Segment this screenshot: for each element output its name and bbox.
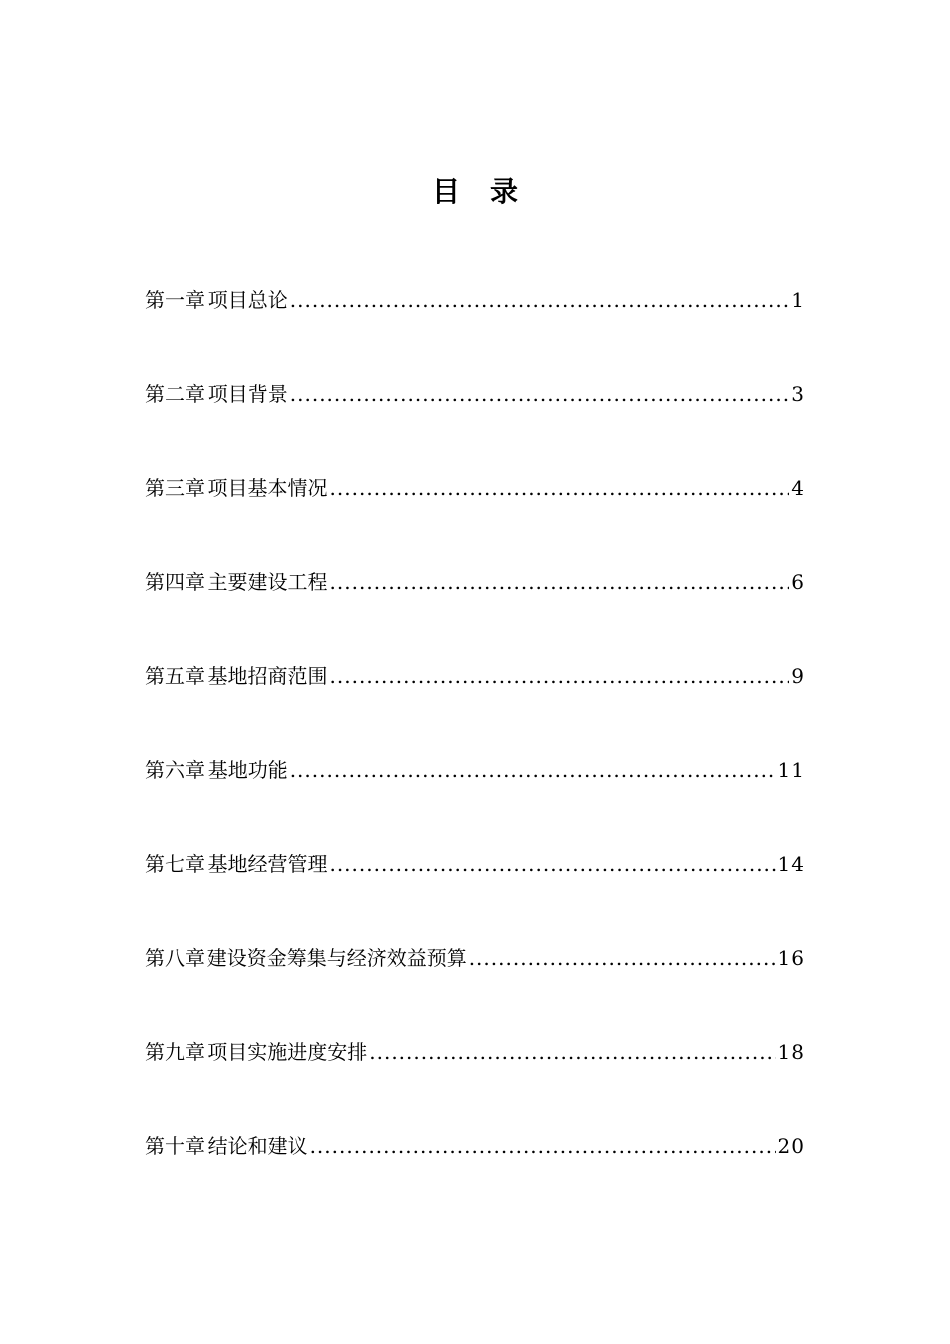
toc-heading: 项目基本情况 bbox=[207, 476, 328, 500]
title-char-1: 目 bbox=[431, 175, 460, 208]
toc-heading: 基地经营管理 bbox=[207, 852, 328, 876]
toc-dot-leader bbox=[329, 844, 775, 884]
toc-dot-leader bbox=[310, 1126, 776, 1166]
toc-chapter-number: 第七章 bbox=[145, 852, 205, 876]
toc-dot-leader bbox=[290, 750, 776, 790]
toc-dot-leader bbox=[290, 280, 790, 320]
toc-chapter-number: 第二章 bbox=[145, 382, 205, 406]
toc-heading: 项目总论 bbox=[207, 288, 288, 312]
toc-chapter-number: 第三章 bbox=[145, 476, 205, 500]
toc-entry-9[interactable] bbox=[145, 1032, 805, 1126]
toc-heading: 基地招商范围 bbox=[207, 664, 328, 688]
toc-page-number: 3 bbox=[791, 382, 805, 406]
toc-entry-3[interactable] bbox=[145, 468, 805, 562]
toc-dot-leader bbox=[330, 468, 790, 508]
title-char-2: 录 bbox=[490, 175, 519, 208]
toc-dot-leader bbox=[290, 374, 790, 414]
toc-heading: 主要建设工程 bbox=[207, 570, 328, 594]
page-title bbox=[0, 172, 950, 212]
toc-page-number: 4 bbox=[791, 476, 805, 500]
toc-page-number: 14 bbox=[777, 852, 805, 876]
toc-page-number: 16 bbox=[777, 946, 805, 970]
toc-chapter-number: 第五章 bbox=[145, 664, 205, 688]
toc-chapter-number: 第八章 bbox=[145, 946, 205, 970]
toc-page-number: 9 bbox=[791, 664, 805, 688]
toc-chapter-number: 第六章 bbox=[145, 758, 205, 782]
toc-page-number: 20 bbox=[777, 1134, 805, 1158]
toc-entry-7[interactable] bbox=[145, 844, 805, 938]
toc-entry-6[interactable] bbox=[145, 750, 805, 844]
toc-heading: 项目实施进度安排 bbox=[207, 1040, 368, 1064]
toc-dot-leader bbox=[330, 656, 790, 696]
toc-entry-5[interactable] bbox=[145, 656, 805, 750]
table-of-contents bbox=[145, 280, 805, 1220]
toc-entry-1[interactable] bbox=[145, 280, 805, 374]
toc-dot-leader bbox=[369, 1032, 775, 1072]
toc-page-number: 6 bbox=[791, 570, 805, 594]
toc-entry-10[interactable] bbox=[145, 1126, 805, 1220]
toc-chapter-number: 第一章 bbox=[145, 288, 205, 312]
toc-dot-leader bbox=[330, 562, 790, 602]
toc-heading: 项目背景 bbox=[207, 382, 288, 406]
toc-page-number: 18 bbox=[777, 1040, 805, 1064]
toc-page-number: 1 bbox=[791, 288, 805, 312]
toc-page-number: 11 bbox=[777, 758, 805, 782]
toc-chapter-number: 第九章 bbox=[145, 1040, 205, 1064]
toc-chapter-number: 第四章 bbox=[145, 570, 205, 594]
toc-entry-8[interactable] bbox=[145, 938, 805, 1032]
toc-entry-2[interactable] bbox=[145, 374, 805, 468]
toc-heading: 结论和建议 bbox=[207, 1134, 308, 1158]
toc-entry-4[interactable] bbox=[145, 562, 805, 656]
toc-dot-leader bbox=[469, 938, 776, 978]
toc-heading: 建设资金筹集与经济效益预算 bbox=[206, 946, 467, 970]
toc-heading: 基地功能 bbox=[207, 758, 288, 782]
toc-chapter-number: 第十章 bbox=[145, 1134, 205, 1158]
